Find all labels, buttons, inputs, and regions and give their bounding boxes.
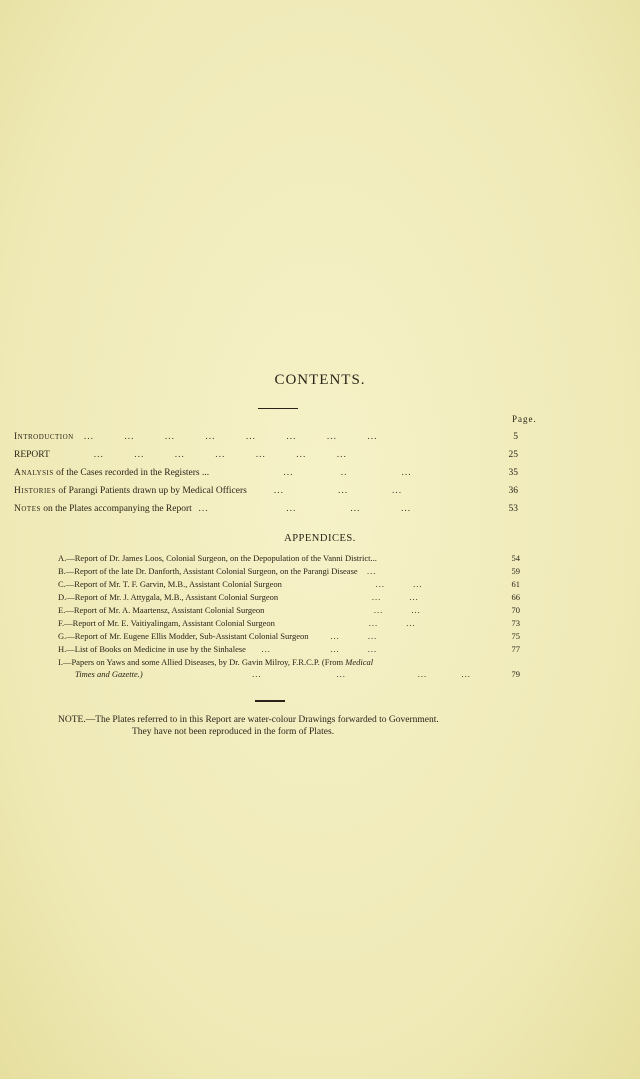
contents-label: Notes on the Plates accompanying the Report — [14, 504, 192, 514]
appendix-row-g — [58, 631, 520, 641]
leader-dots: ... ... — [264, 605, 421, 615]
appendix-label: D.—Report of Mr. J. Attygala, M.B., Assistant Colonial Surgeon — [58, 592, 279, 602]
appendix-label-continued: Times and Gazette.) — [75, 669, 143, 679]
appendix-label: F.—Report of Mr. E. Vaitiyalingam, Assistant Colonial Surgeon — [58, 618, 275, 628]
appendix-row-d — [58, 592, 520, 602]
appendix-page: 66 — [511, 592, 520, 602]
appendix-page: 73 — [511, 618, 520, 628]
contents-label: Histories of Parangi Patients drawn up by Medical Officers — [14, 486, 247, 496]
appendix-label: A.—Report of Dr. James Loos, Colonial Surgeon, on the Depopulation of the Vanni District... — [58, 553, 377, 563]
contents-label: REPORT — [14, 450, 50, 460]
title-rule — [258, 408, 298, 409]
appendix-row-i — [58, 657, 520, 667]
appendices-title: APPENDICES. — [284, 533, 356, 544]
contents-page: 35 — [508, 468, 518, 478]
appendix-label: E.—Report of Mr. A. Maartensz, Assistant Colonial Surgeon — [58, 605, 265, 615]
contents-row-histories — [14, 486, 518, 496]
appendix-label: H.—List of Books on Medicine in use by the Sinhalese — [58, 644, 246, 654]
contents-label: Analysis of the Cases recorded in the Registers ... — [14, 468, 210, 478]
appendix-row-c — [58, 579, 520, 589]
contents-row-notes — [14, 504, 518, 514]
appendix-row-h — [58, 644, 520, 654]
appendix-label: C.—Report of Mr. T. F. Garvin, M.B., Assistant Colonial Surgeon — [58, 579, 282, 589]
contents-page: 53 — [508, 504, 518, 514]
note-text: NOTE.—The Plates referred to in this Report are water-colour Drawings forwarded to Government. — [58, 715, 439, 725]
appendix-row-b — [58, 566, 520, 576]
section-rule — [255, 700, 285, 702]
appendix-label: I.—Papers on Yaws and some Allied Diseases, by Dr. Gavin Milroy, F.R.C.P. (From Medical — [58, 657, 374, 667]
contents-row-analysis — [14, 468, 518, 478]
leader-dots: ... ... ... ... ... ... ... — [49, 450, 347, 460]
appendix-label: B.—Report of the late Dr. Danforth, Assistant Colonial Surgeon, on the Parangi Disease — [58, 566, 358, 576]
leader-dots: ... — [357, 566, 377, 576]
leader-dots: ... ... ... ... — [142, 669, 471, 679]
leader-dots: ... ... ... ... ... ... ... ... — [73, 432, 378, 442]
appendix-row-e — [58, 605, 520, 615]
appendix-page: 59 — [511, 566, 520, 576]
contents-row-report — [14, 450, 518, 460]
appendix-page: 77 — [511, 644, 520, 654]
appendix-page: 75 — [511, 631, 520, 641]
appendix-label: G.—Report of Mr. Eugene Ellis Modder, Sub-Assistant Colonial Surgeon — [58, 631, 309, 641]
leader-dots — [373, 657, 520, 667]
appendix-row-a — [58, 553, 520, 563]
leader-dots — [377, 553, 502, 563]
contents-row-introduction — [14, 432, 518, 442]
leader-dots: ... .. ... — [209, 468, 412, 478]
leader-dots: ... ... ... — [246, 486, 403, 496]
leader-dots: ... ... ... — [245, 644, 378, 654]
appendix-page: 61 — [511, 579, 520, 589]
appendix-row-f — [58, 618, 520, 628]
page-title: CONTENTS. — [274, 372, 366, 388]
contents-page: 25 — [508, 450, 518, 460]
appendix-page: 79 — [511, 669, 520, 679]
leader-dots: ... ... — [278, 592, 419, 602]
page-column-header: Page. — [512, 414, 537, 424]
leader-dots: ... ... — [281, 579, 423, 589]
note-text-continued: They have not been reproduced in the form of Plates. — [132, 727, 335, 737]
contents-page: 5 — [513, 432, 518, 442]
contents-page: 36 — [508, 486, 518, 496]
appendix-row-i-continued — [75, 669, 520, 679]
leader-dots: ... ... ... ... — [191, 504, 412, 514]
leader-dots: ... ... — [274, 618, 416, 628]
appendix-page: 70 — [511, 605, 520, 615]
contents-label: Introduction — [14, 432, 74, 442]
leader-dots: ... ... — [308, 631, 378, 641]
appendix-page: 54 — [511, 553, 520, 563]
